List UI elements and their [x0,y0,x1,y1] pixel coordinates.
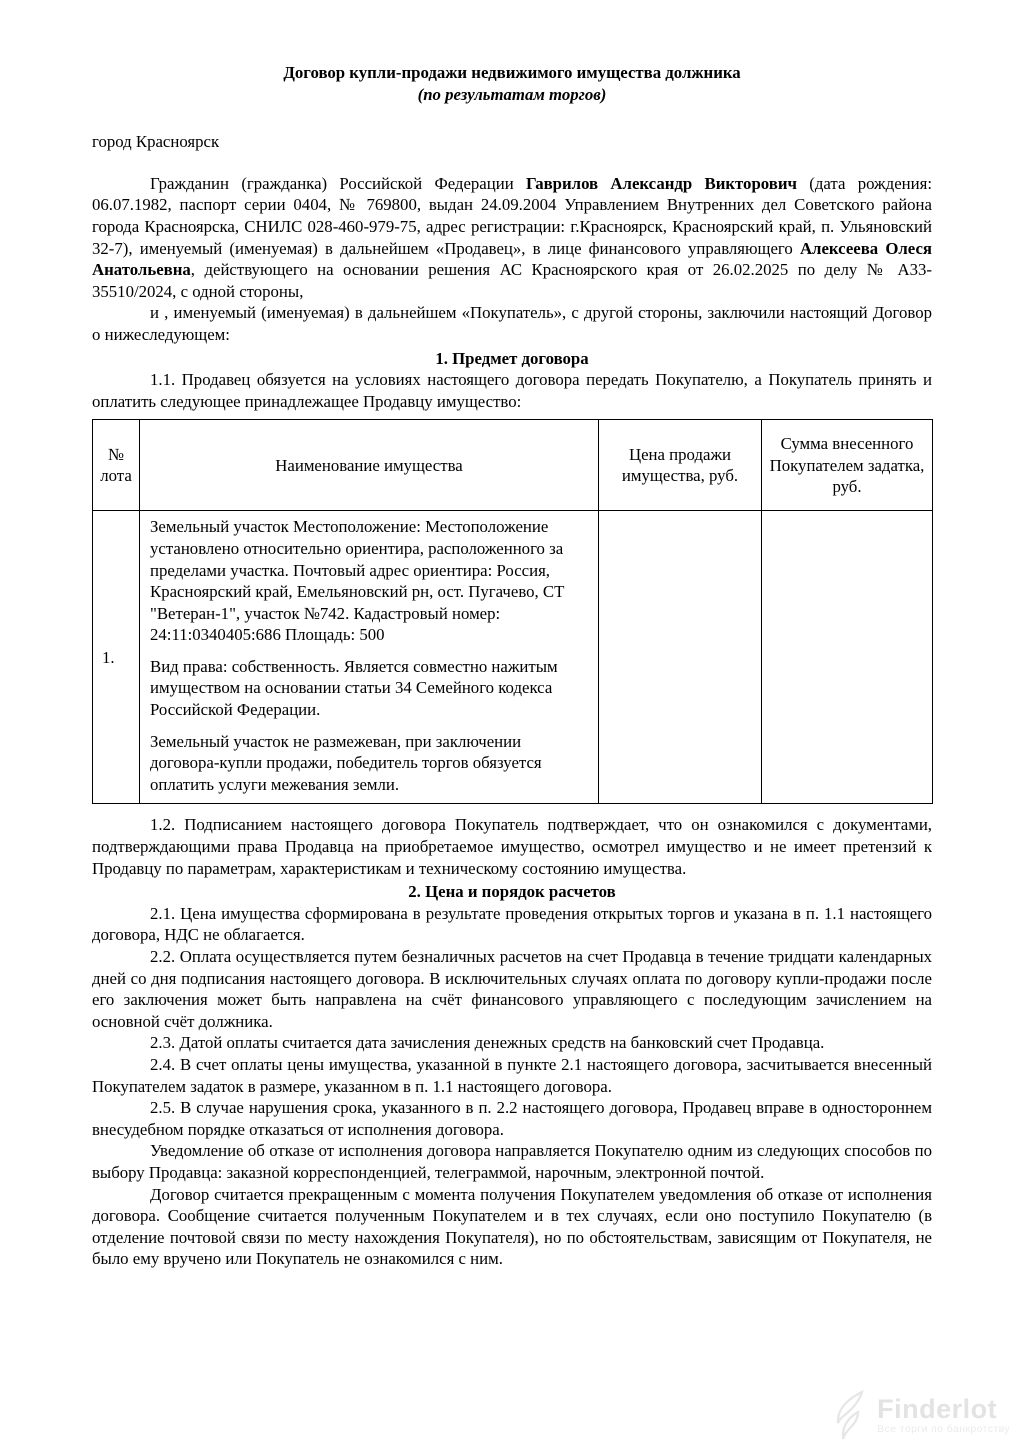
finderlot-brand-text: Finderlot [877,1394,998,1424]
intro-p1-segment: Гражданин (гражданка) Российской Федерации [150,173,527,193]
clause-2-2: 2.2. Оплата осуществляется путем безналичных расчетов на счет Продавца в течение тридцати календарных дней со дня подписания настоящего договора. В исключительных случаях оплата по договору купли-продажи после его заключения может быть направлена на счёт финансового управляющего с последующим зачислением на основной счёт должника. [92,947,932,1031]
finderlot-tagline-text: Все торги по банкротству [877,1423,1010,1435]
manager-name: Алексеева Олеся Анатольевна [92,238,932,280]
table-header-deposit-sum: Сумма внесенного Покупателем задатка, руб. [762,420,933,511]
finderlot-logo-icon [832,1390,870,1442]
clause-2-4: 2.4. В счет оплаты цены имущества, указанной в пункте 2.1 настоящего договора, засчитывается внесенный Покупателем задаток в размере, указанном в п. 1.1 настоящего договора. [92,1054,932,1096]
clause-1-2: 1.2. Подписанием настоящего договора Покупатель подтверждает, что он ознакомился с документами, подтверждающими права Продавца на приобретаемое имущество, осмотрел имущество и не имеет претензий к Продавцу по параметрам, характеристикам и техническому состоянию имущества. [92,815,932,878]
clause-2-1: 2.1. Цена имущества сформирована в результате проведения открытых торгов и указана в п. 1.1 настоящего договора, НДС не облагается. [92,903,932,945]
property-table-header [93,420,933,511]
clause-2-3: 2.3. Датой оплаты считается дата зачисления денежных средств на банковский счет Продавца. [150,1033,825,1053]
refusal-notice-paragraph: Уведомление об отказе от исполнения договора направляется Покупателю одним из следующих способов по выбору Продавца: заказной корреспонденцией, телеграммой, нарочным, электронной почтой. [92,1141,932,1182]
section-2-heading: 2. Цена и порядок расчетов [408,882,616,902]
property-description-cell [140,511,599,804]
lot-number-cell: 1. [93,511,140,804]
document-subtitle: (по результатам торгов) [417,84,607,104]
finderlot-watermark [832,1390,1010,1442]
clause-2-5: 2.5. В случае нарушения срока, указанного в п. 2.2 настоящего договора, Продавец вправе в одностороннем внесудебном порядке отказаться от исполнения договора. [92,1098,932,1139]
property-table [92,419,933,804]
property-rights-paragraph: Вид права: собственность. Является совместно нажитым имуществом на основании статьи 34 Семейного кодекса Российской Федерации. [150,656,558,720]
table-header-property-name: Наименование имущества [140,420,599,511]
clause-1-1: 1.1. Продавец обязуется на условиях настоящего договора передать Покупателю, а Покупатель принять и оплатить следующее принадлежащее Продавцу имущество: [92,370,932,411]
table-header-row [93,420,933,511]
seller-name: Гаврилов Александр Викторович [526,173,797,193]
intro-paragraph-2: и , именуемый (именуемая) в дальнейшем «Покупатель», с другой стороны, заключили настоящий Договор о нижеследующем: [92,303,932,344]
section-1-heading: 1. Предмет договора [435,348,589,368]
intro-p1-segment: , действующего на основании решения АС Красноярского края от 26.02.2025 по делу № А33-35510/2024, с одной стороны, [92,260,932,301]
table-header-lot-number: № лота [93,420,140,511]
property-location-paragraph: Земельный участок Местоположение: Местоположение установлено относительно ориентира, расположенного за пределами участка. Почтовый адрес ориентира: Россия, Красноярский край, Емельяновский рн, ост. Пугачево, СТ "Ветеран-1", участок №742. Кадастровый номер: 24:11:0340405:686 Площадь: 500 [150,517,565,645]
sale-price-cell [599,511,762,804]
deposit-sum-cell [762,511,933,804]
finderlot-watermark-text [877,1396,1010,1436]
property-survey-paragraph: Земельный участок не размежеван, при заключении договора-купли продажи, победитель торгов обязуется оплатить услуги межевания земли. [150,731,542,794]
document-title: Договор купли-продажи недвижимого имущества должника [283,63,741,82]
intro-p1-segment: (дата рождения: 06.07.1982, паспорт серии 0404, № 769800, выдан 24.09.2004 Управлением Внутренних дел Советского района города Красноярска, СНИЛС 028-460-979-75, адрес регистрации: г.Красноярск, Красноярский край, п. Ульяновский 32-7), именуемый (именуемая) в дальнейшем «Продавец», в лице финансового управляющего [92,173,932,258]
table-row [93,511,933,804]
table-header-sale-price: Цена продажи имущества, руб. [599,420,762,511]
contract-termination-paragraph: Договор считается прекращенным с момента получения Покупателем уведомления об отказе от исполнения договора. Сообщение считается полученным Покупателем и в тех случаях, если оно поступило Покупателю (в отделение почтовой связи по месту нахождения Покупателя), но по обстоятельствам, зависящим от Покупателя, не было ему вручено или Покупатель не ознакомился с ним. [92,1184,932,1269]
intro-paragraph-1 [92,173,932,303]
city-line: город Красноярск [92,132,220,152]
